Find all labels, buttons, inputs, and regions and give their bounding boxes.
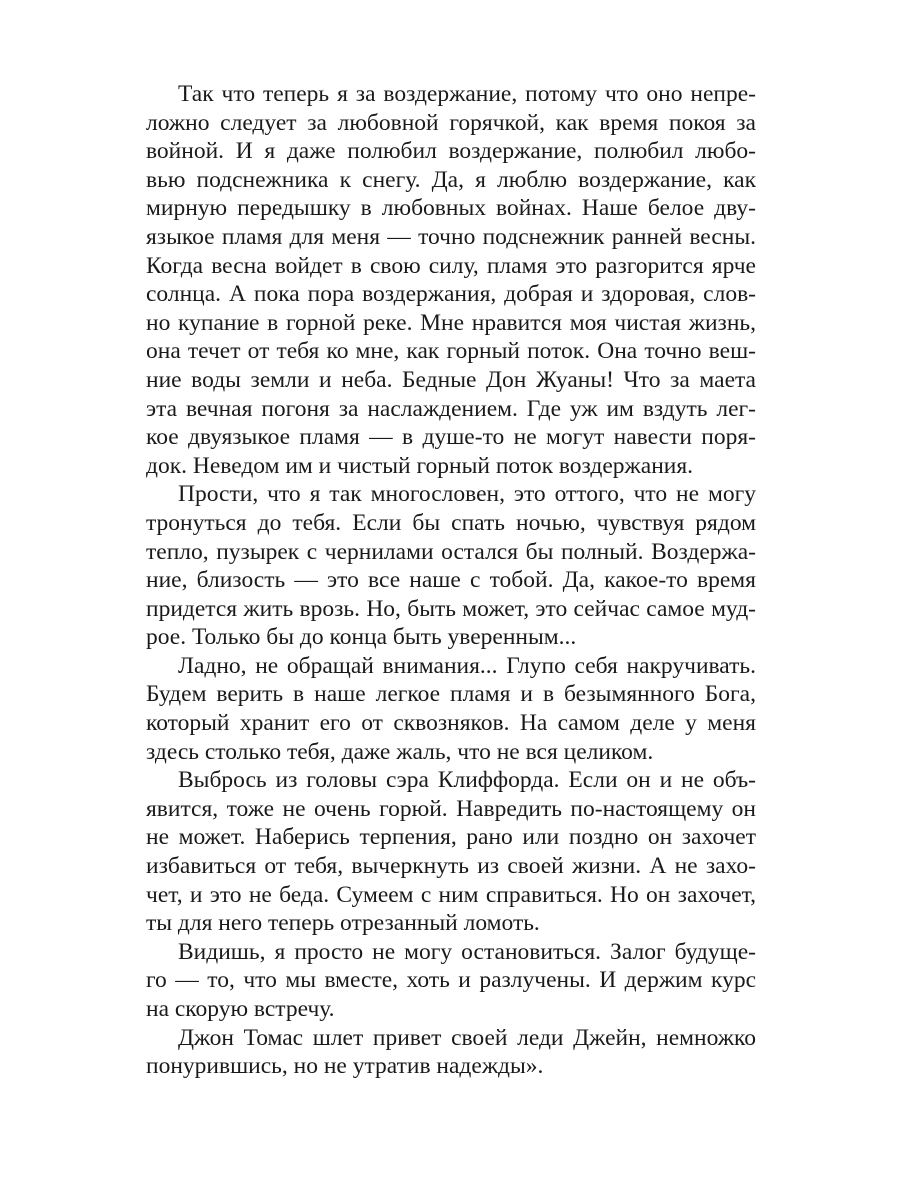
text-line: ние воды земли и неба. Бедные Дон Жуаны! Что за маета [146,366,756,393]
text-line: избавиться от тебя, вычеркнуть из своей жизни. А не захо- [146,853,756,880]
text-line: явится, тоже не очень горюй. Навредить по-настоящему он [146,795,756,822]
text-line: вью подснежника к снегу. Да, я люблю воздержание, как [146,166,756,193]
text-line: она течет от тебя ко мне, как горный поток. Она точно веш- [146,338,756,365]
text-line: го — то, что мы вместе, хоть и разлучены. И держим курс [146,967,756,994]
text-line: Когда весна войдет в свою силу, пламя это разгорится ярче [146,252,756,279]
text-line: на скорую встречу. [146,996,335,1022]
text-line: Видишь, я просто не могу остановиться. Залог будуще- [178,938,756,965]
text-line: Будем верить в наше легкое пламя и в безымянного Бога, [146,681,756,708]
text-line: солнца. А пока пора воздержания, добрая и здоровая, слов- [146,281,756,308]
text-line: здесь столько тебя, даже жаль, что не вся целиком. [146,738,654,765]
text-line: кое двуязыкое пламя — в душе-то не могут навести поря- [146,424,756,451]
text-line: тепло, пузырек с чернилами остался бы полный. Воздержа- [146,538,756,565]
text-line: Ладно, не обращай внимания... Глупо себя накручивать. [178,652,756,679]
text-line: который хранит его от сквозняков. На самом деле у меня [146,710,756,737]
text-line: Прости, что я так многословен, это оттого, что не могу [178,481,756,508]
text-line: док. Неведом им и чистый горный поток воздержания. [146,452,694,479]
text-line: не может. Наберись терпения, рано или поздно он захочет [146,824,756,851]
text-line: тронуться до тебя. Если бы спать ночью, чувствуя рядом [146,509,756,536]
paragraph [146,652,756,766]
text-line: понурившись, но не утратив надежды». [146,1053,544,1080]
text-line: рое. Только бы до конца быть уверенным... [146,624,577,651]
text-line: Выбрось из головы сэра Клиффорда. Если он и не объ- [178,767,756,794]
text-line: Так что теперь я за воздержание, потому что оно непре- [178,81,756,107]
paragraph [146,938,756,1024]
text-line: языкое пламя для меня — точно подснежник ранней весны. [146,223,756,250]
text-line: Джон Томас шлет привет своей леди Джейн, немножко [178,1024,756,1051]
text-line: эта вечная погоня за наслаждением. Где уж им вздуть лег- [146,395,756,422]
text-line: чет, и это не беда. Сумеем с ним справиться. Но он захочет, [146,881,756,908]
page-body-text [146,80,756,1081]
paragraph [146,80,756,480]
text-line: придется жить врозь. Но, быть может, это сейчас самое муд- [146,595,756,622]
paragraph [146,1024,756,1081]
paragraph [146,766,756,938]
text-line: мирную передышку в любовных войнах. Наше белое дву- [146,195,756,222]
text-line: войной. И я даже полюбил воздержание, полюбил любо- [146,138,756,165]
text-line: но купание в горной реке. Мне нравится моя чистая жизнь, [146,309,756,336]
text-line: ты для него теперь отрезанный ломоть. [146,910,540,937]
text-line: ложно следует за любовной горячкой, как время покоя за [146,109,756,136]
paragraph [146,480,756,652]
text-line: ние, близость — это все наше с тобой. Да, какое-то время [146,567,756,594]
